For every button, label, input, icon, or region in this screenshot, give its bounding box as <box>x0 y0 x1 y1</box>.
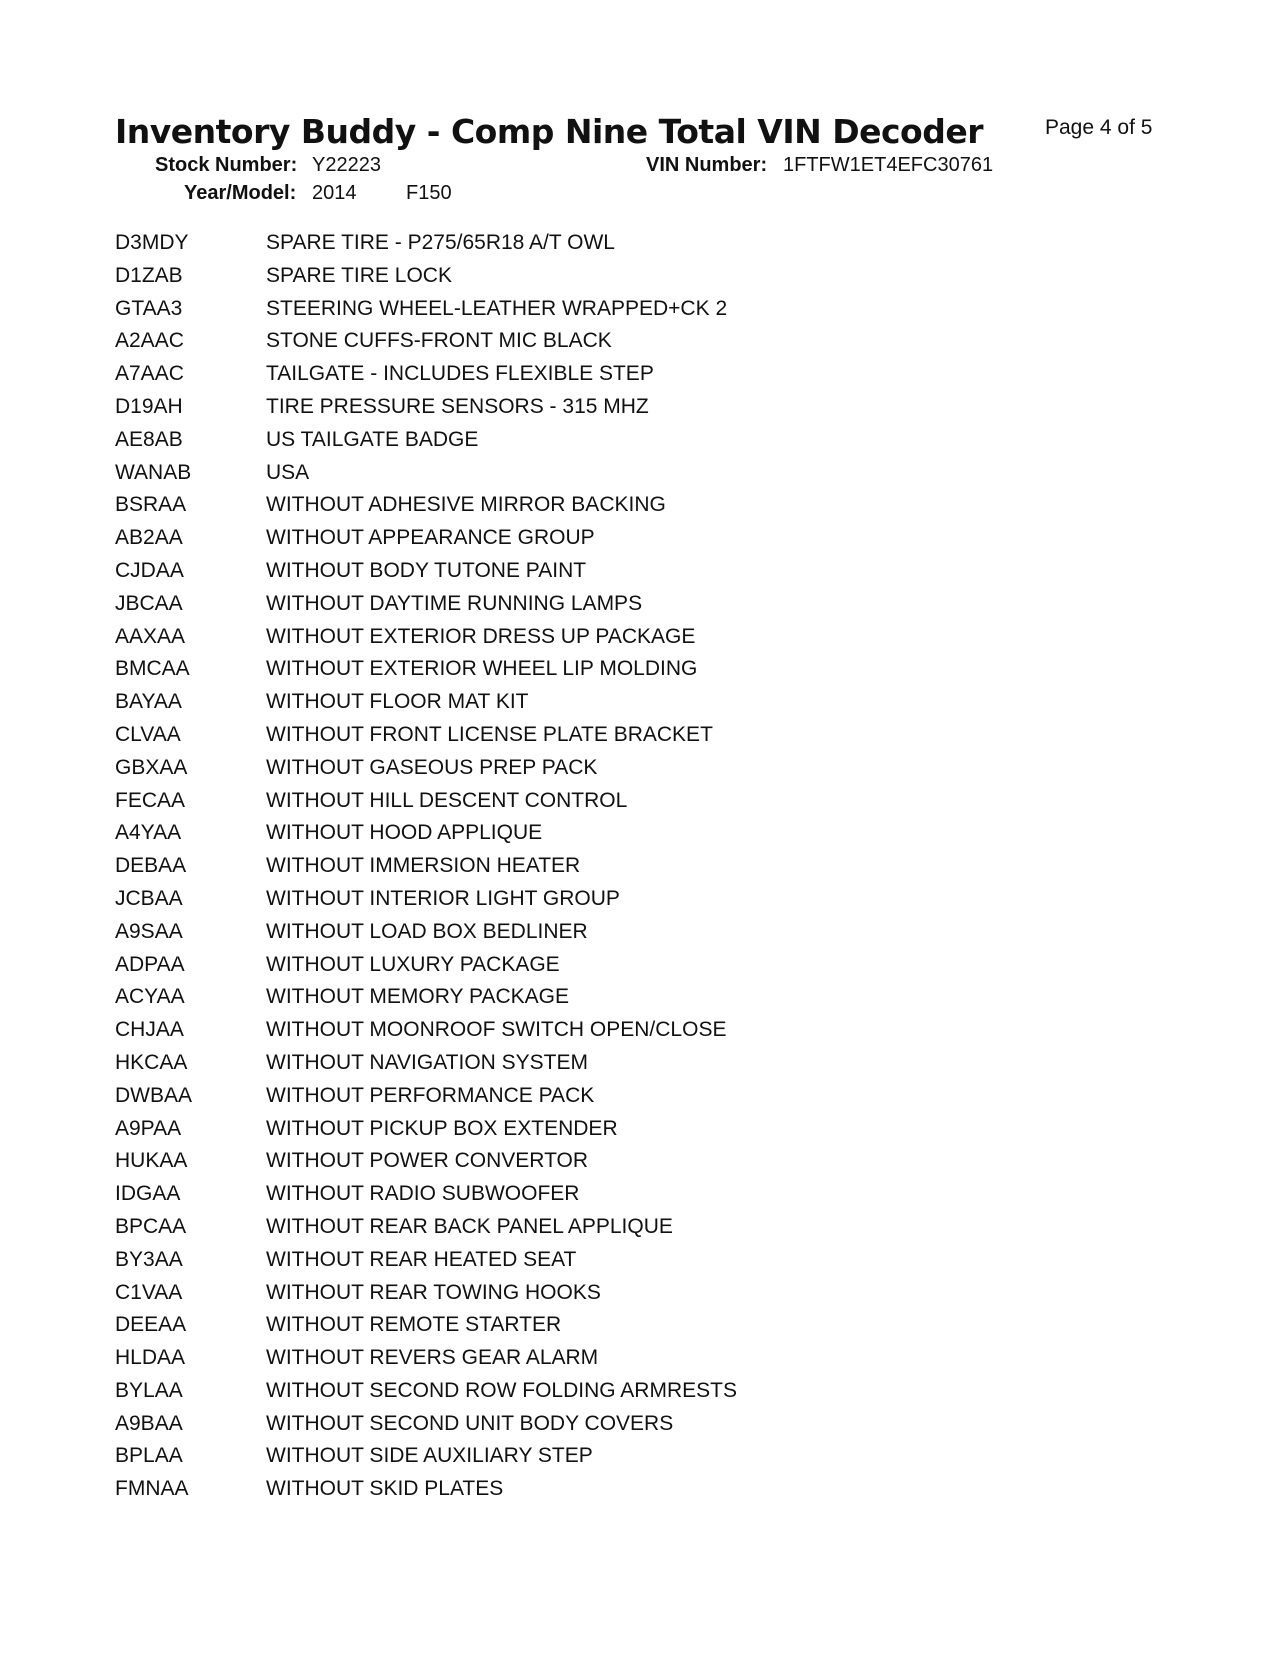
option-code-row <box>115 424 737 457</box>
option-code-list <box>115 227 737 1506</box>
option-code: ADPAA <box>115 952 185 976</box>
option-description: WITHOUT DAYTIME RUNNING LAMPS <box>266 591 643 615</box>
option-code: BSRAA <box>115 493 187 517</box>
option-code-row <box>115 1145 737 1178</box>
option-description: WITHOUT PICKUP BOX EXTENDER <box>266 1116 618 1140</box>
option-description: WITHOUT FRONT LICENSE PLATE BRACKET <box>266 722 713 746</box>
option-code-row <box>115 293 737 326</box>
option-code-row <box>115 1408 737 1441</box>
option-code-row <box>115 522 737 555</box>
option-description: WITHOUT SECOND UNIT BODY COVERS <box>266 1411 674 1435</box>
option-description: WITHOUT IMMERSION HEATER <box>266 854 581 878</box>
option-code: A7AAC <box>115 362 184 386</box>
option-code-row <box>115 785 737 818</box>
option-description: SPARE TIRE LOCK <box>266 263 452 287</box>
option-code: BY3AA <box>115 1247 183 1271</box>
option-description: WITHOUT EXTERIOR WHEEL LIP MOLDING <box>266 657 698 681</box>
option-description: WITHOUT MEMORY PACKAGE <box>266 985 569 1009</box>
option-code: GBXAA <box>115 755 188 779</box>
vin-number-value: 1FTFW1ET4EFC30761 <box>783 154 994 176</box>
option-code: A9SAA <box>115 919 183 943</box>
option-description: WITHOUT LOAD BOX BEDLINER <box>266 919 588 943</box>
option-code-row <box>115 817 737 850</box>
model-value: F150 <box>406 182 452 204</box>
option-description: WITHOUT NAVIGATION SYSTEM <box>266 1050 589 1074</box>
option-description: WITHOUT HOOD APPLIQUE <box>266 821 543 845</box>
option-code-row <box>115 325 737 358</box>
option-code: AAXAA <box>115 624 186 648</box>
option-description: STEERING WHEEL-LEATHER WRAPPED+CK 2 <box>266 296 728 320</box>
option-code: BPCAA <box>115 1214 187 1238</box>
option-code-row <box>115 653 737 686</box>
option-description: WITHOUT REAR BACK PANEL APPLIQUE <box>266 1214 673 1238</box>
stock-number-label: Stock Number: <box>155 154 298 176</box>
option-code-row <box>115 949 737 982</box>
option-code-row <box>115 1342 737 1375</box>
option-code: FECAA <box>115 788 186 812</box>
option-description: WITHOUT APPEARANCE GROUP <box>266 526 595 550</box>
option-code-row <box>115 1244 737 1277</box>
option-code-row <box>115 1047 737 1080</box>
option-description: WITHOUT EXTERIOR DRESS UP PACKAGE <box>266 624 696 648</box>
option-code-row <box>115 588 737 621</box>
option-code: AE8AB <box>115 427 183 451</box>
option-description: TAILGATE - INCLUDES FLEXIBLE STEP <box>266 362 654 386</box>
option-description: WITHOUT MOONROOF SWITCH OPEN/CLOSE <box>266 1018 727 1042</box>
option-description: WITHOUT SECOND ROW FOLDING ARMRESTS <box>266 1378 737 1402</box>
option-code: DEEAA <box>115 1313 187 1337</box>
option-code: A2AAC <box>115 329 184 353</box>
option-description: WITHOUT REMOTE STARTER <box>266 1313 562 1337</box>
year-value: 2014 <box>312 182 357 204</box>
option-code-row <box>115 621 737 654</box>
document-title: Inventory Buddy - Comp Nine Total VIN Decoder <box>115 112 983 151</box>
option-description: WITHOUT ADHESIVE MIRROR BACKING <box>266 493 666 517</box>
option-code: AB2AA <box>115 526 183 550</box>
option-code-row <box>115 391 737 424</box>
option-description: WITHOUT FLOOR MAT KIT <box>266 690 529 714</box>
option-code: BAYAA <box>115 690 182 714</box>
option-code-row <box>115 686 737 719</box>
option-code-row <box>115 227 737 260</box>
option-code-row <box>115 1277 737 1310</box>
option-code: D3MDY <box>115 231 189 254</box>
option-code: HKCAA <box>115 1050 188 1074</box>
option-description: SPARE TIRE - P275/65R18 A/T OWL <box>266 231 615 254</box>
option-code-row <box>115 752 737 785</box>
option-description: WITHOUT SIDE AUXILIARY STEP <box>266 1444 593 1468</box>
option-code: JCBAA <box>115 886 183 910</box>
option-description: TIRE PRESSURE SENSORS - 315 MHZ <box>266 394 649 418</box>
option-code: BYLAA <box>115 1378 183 1402</box>
option-description: STONE CUFFS-FRONT MIC BLACK <box>266 329 612 353</box>
option-code-row <box>115 555 737 588</box>
vin-number-label: VIN Number: <box>646 154 768 176</box>
year-model-label: Year/Model: <box>184 182 297 204</box>
option-code: BMCAA <box>115 657 190 681</box>
option-code-row <box>115 1211 737 1244</box>
option-code: A9PAA <box>115 1116 182 1140</box>
option-code: C1VAA <box>115 1280 183 1304</box>
option-description: WITHOUT REAR TOWING HOOKS <box>266 1280 601 1304</box>
option-code-row <box>115 1375 737 1408</box>
option-code: D1ZAB <box>115 263 183 287</box>
option-description: WITHOUT REAR HEATED SEAT <box>266 1247 577 1271</box>
option-description: WITHOUT LUXURY PACKAGE <box>266 952 560 976</box>
option-code-row <box>115 1014 737 1047</box>
option-description: WITHOUT HILL DESCENT CONTROL <box>266 788 628 812</box>
option-code: CLVAA <box>115 722 181 746</box>
option-code: HUKAA <box>115 1149 188 1173</box>
option-code: JBCAA <box>115 591 183 615</box>
option-code: ACYAA <box>115 985 185 1009</box>
option-code-row <box>115 260 737 293</box>
option-code: IDGAA <box>115 1182 181 1206</box>
option-description: WITHOUT SKID PLATES <box>266 1477 504 1501</box>
option-description: WITHOUT INTERIOR LIGHT GROUP <box>266 886 620 910</box>
option-code-row <box>115 1309 737 1342</box>
stock-number-value: Y22223 <box>312 154 381 176</box>
option-code-row <box>115 916 737 949</box>
option-description: WITHOUT BODY TUTONE PAINT <box>266 558 587 582</box>
option-code: CHJAA <box>115 1018 184 1042</box>
option-code-row <box>115 1473 737 1506</box>
option-code: HLDAA <box>115 1346 186 1370</box>
option-code: CJDAA <box>115 558 184 582</box>
option-code-row <box>115 981 737 1014</box>
option-description: WITHOUT PERFORMANCE PACK <box>266 1083 595 1107</box>
option-code-row <box>115 883 737 916</box>
option-code-row <box>115 358 737 391</box>
option-code: WANAB <box>115 460 192 484</box>
option-code-row <box>115 1113 737 1146</box>
option-code-row <box>115 850 737 883</box>
option-code-row <box>115 1178 737 1211</box>
option-description: WITHOUT RADIO SUBWOOFER <box>266 1182 580 1206</box>
option-code: FMNAA <box>115 1477 189 1501</box>
option-description: WITHOUT GASEOUS PREP PACK <box>266 755 598 779</box>
option-code: GTAA3 <box>115 296 183 320</box>
option-description: WITHOUT POWER CONVERTOR <box>266 1149 589 1173</box>
option-code-row <box>115 1080 737 1113</box>
option-description: US TAILGATE BADGE <box>266 427 479 451</box>
option-code-row <box>115 1440 737 1473</box>
option-code-row <box>115 719 737 752</box>
option-code-row <box>115 457 737 490</box>
option-code: A4YAA <box>115 821 182 845</box>
option-code: BPLAA <box>115 1444 183 1468</box>
option-code: A9BAA <box>115 1411 183 1435</box>
page-number: Page 4 of 5 <box>1045 116 1153 139</box>
option-code: D19AH <box>115 394 183 418</box>
option-code-row <box>115 489 737 522</box>
option-code: DWBAA <box>115 1083 193 1107</box>
option-description: USA <box>266 460 310 484</box>
option-description: WITHOUT REVERS GEAR ALARM <box>266 1346 599 1370</box>
option-code: DEBAA <box>115 854 187 878</box>
